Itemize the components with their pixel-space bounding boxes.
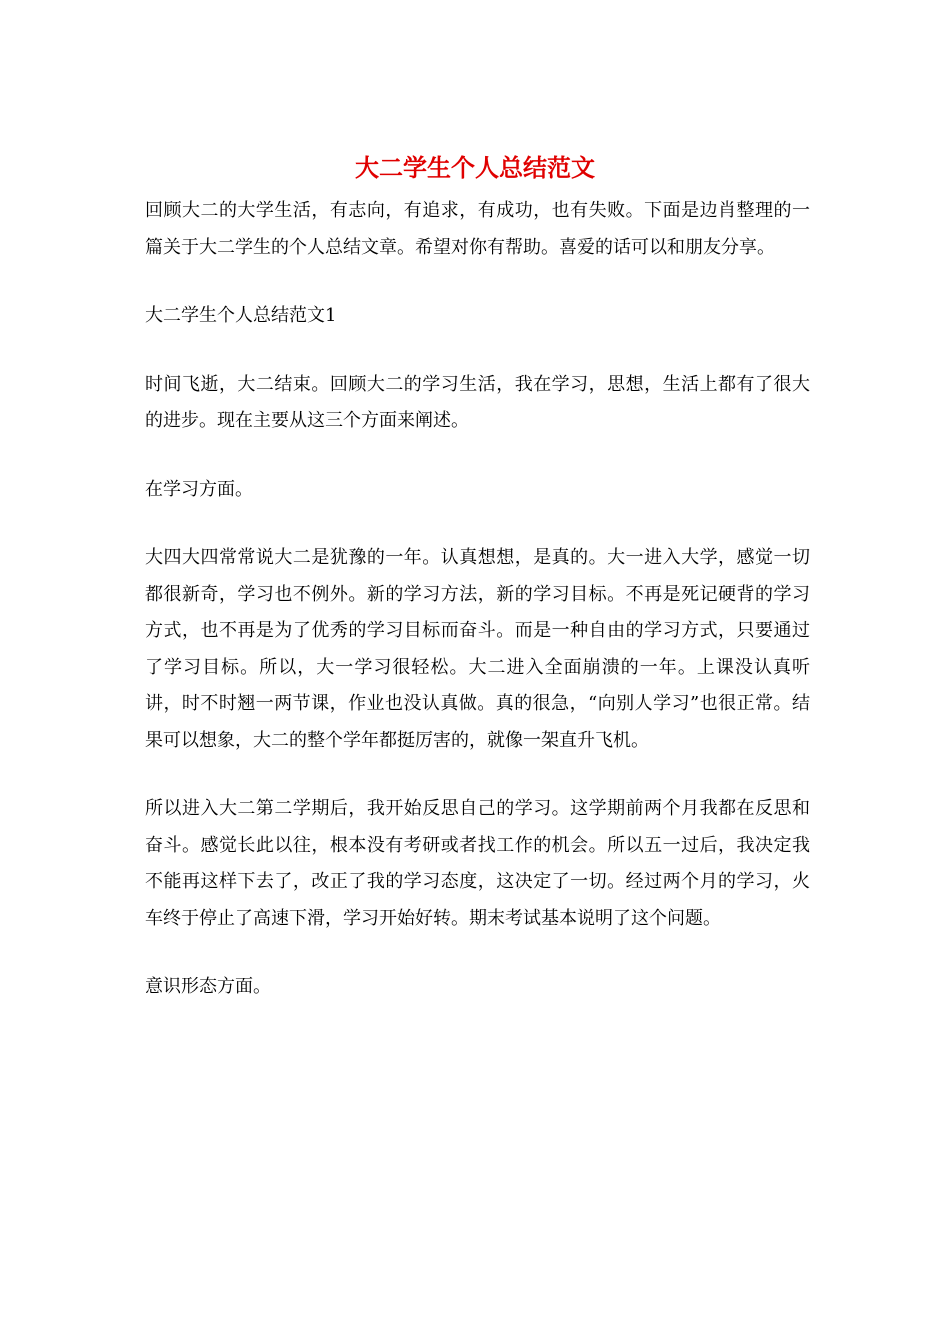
subsection-heading: 意识形态方面。 (145, 976, 271, 997)
body-paragraph: 时间飞逝，大二结束。回顾大二的学习生活，我在学习，思想，生活上都有了很大的进步。现在主要从这三个方面来阐述。 (145, 373, 810, 431)
section-heading: 大二学生个人总结范文1 (145, 305, 337, 326)
body-paragraph: 所以进入大二第二学期后，我开始反思自己的学习。这学期前两个月我都在反思和奋斗。感觉长此以往，根本没有考研或者找工作的机会。所以五一过后，我决定我不能再这样下去了，改正了我的学习态度，这决定了一切。经过两个月的学习，火车终于停止了高速下滑，学习开始好转。期末考试基本说明了这个问题。 (145, 798, 810, 929)
document-title: 大二学生个人总结范文 (355, 153, 595, 182)
body-paragraph: 大四大四常常说大二是犹豫的一年。认真想想，是真的。大一进入大学，感觉一切都很新奇，学习也不例外。新的学习方法，新的学习目标。不再是死记硬背的学习方式，也不再是为了优秀的学习目标而奋斗。而是一种自由的学习方式，只要通过了学习目标。所以，大一学习很轻松。大二进入全面崩溃的一年。上课没认真听讲，时不时翘一两节课，作业也没认真做。真的很急，“向别人学习”也很正常。结果可以想象，大二的整个学年都挺厉害的，就像一架直升飞机。 (145, 547, 810, 751)
document-body (145, 193, 810, 1038)
intro-paragraph: 回顾大二的大学生活，有志向，有追求，有成功，也有失败。下面是边肖整理的一篇关于大二学生的个人总结文章。希望对你有帮助。喜爱的话可以和朋友分享。 (145, 200, 810, 258)
subsection-heading: 在学习方面。 (145, 478, 253, 500)
